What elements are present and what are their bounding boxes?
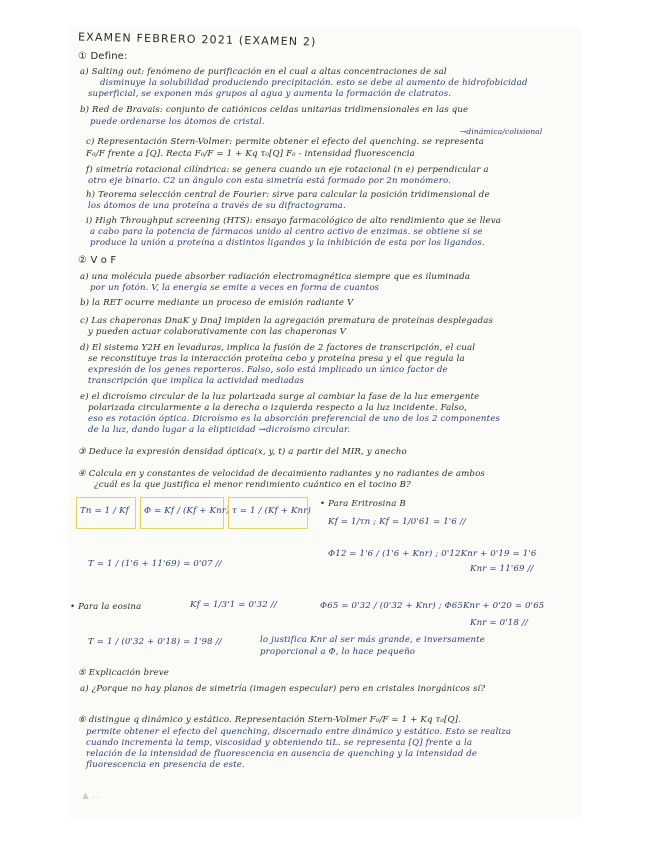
s2-d-line3: expresión de los genes reporteros. Falso, solo está implicado un único factor de <box>88 365 448 375</box>
formula-box-phi-text: Φ = Kf / (Kf + Knr) <box>144 506 230 516</box>
s1-c-line1: c) Representación Stern-Volmer: permite obtener el efecto del quenching. se representa <box>86 137 484 147</box>
s1-h-line1: h) Teorema selección central de Fourier: sirve para calcular la posición tridimensional de <box>86 190 490 200</box>
s2-e-line4: de la luz, dando lugar a la elipticidad →dicroísmo circular. <box>88 425 351 435</box>
section-6-line3: cuando incrementa la temp, viscosidad y obteniendo tiL. se representa [Q] frente a la <box>86 738 473 748</box>
justification-line1: lo justifica Knr al ser más grande, e inversamente <box>260 635 486 645</box>
s1-b-line1: b) Red de Bravais: conjunto de catiónicos celdas unitarias tridimensionales en las que <box>80 105 469 115</box>
s1-a-line3: superficial, se exponen más grupos al agua y aumenta la formación de clatratos. <box>88 89 452 99</box>
page-title: EXAMEN FEBRERO 2021 (EXAMEN 2) <box>77 30 317 49</box>
s1-b-note: →dinámica/colisional <box>460 127 543 136</box>
eritrosina-phi: Φ12 = 1'6 / (1'6 + Knr) ; 0'12Knr + 0'19 = 1'6 <box>328 549 537 559</box>
s2-e-line3: eso es rotación óptica. Dicroísmo es la absorción preferencial de uno de los 2 componentes <box>88 414 501 424</box>
s2-c-line2: y pueden actuar colaborativamente con las chaperonas V <box>88 327 347 337</box>
s1-i-line2: a cabo para la potencia de fármacos unido al centro activo de enzimas. se obtiene si se <box>90 227 483 237</box>
eritrosina-kf: Kf = 1/τn ; Kf = 1/0'61 = 1'6 // <box>328 517 466 527</box>
s2-a-line1: a) una molécula puede absorber radiación electromagnética siempre que es iluminada <box>80 272 471 282</box>
eritrosina-tau: T = 1 / (1'6 + 11'69) = 0'07 // <box>88 559 222 569</box>
formula-box-tn-text: Tn = 1 / Kf <box>80 506 130 516</box>
section-6-line4: relación de la intensidad de fluorescencia en ausencia de quenching y la intensidad de <box>86 749 478 759</box>
section-1-header: ① Define: <box>78 51 128 62</box>
s2-d-line1: d) El sistema Y2H en levaduras, implica la fusión de 2 factores de transcripción, el cual <box>80 343 476 353</box>
eosina-knr: Knr = 0'18 // <box>470 618 528 628</box>
section-5-header: ⑤ Explicación breve <box>78 668 169 678</box>
section-6-line1: ⑥ distingue q dinámico y estático. Representación Stern-Volmer F₀/F = 1 + Kq τ₀[Q]. <box>78 715 462 725</box>
s2-d-line4: transcripción que implica la actividad mediadas <box>88 376 305 386</box>
eosina-label: • Para la eosina <box>70 602 142 612</box>
s2-d-line2: se reconstituye tras la interacción proteína cebo y proteína presa y el que regula la <box>88 354 465 364</box>
section-6-line5: fluorescencia en presencia de este. <box>86 760 245 770</box>
s1-b-line2: puede ordenarse los átomos de cristal. <box>90 117 265 127</box>
s2-e-line2: polarizada circularmente a la derecha o izquierda respecto a la luz incidente. Falso, <box>88 403 468 413</box>
eosina-phi: Φ65 = 0'32 / (0'32 + Knr) ; Φ65Knr + 0'20 = 0'65 <box>320 601 545 611</box>
s2-b-line1: b) la RET ocurre mediante un proceso de emisión radiante V <box>80 298 354 308</box>
formula-box-tau-text: τ = 1 / (Kf + Knr) <box>232 506 311 516</box>
section-6-line2: permite obtener el efecto del quenching, discernado entre dinámico y estático. Esto se realiza <box>86 727 512 737</box>
s1-a-line1: a) Salting out: fenómeno de purificación en el cual a altas concentraciones de sal <box>80 67 447 77</box>
exam-page <box>70 27 580 817</box>
section-5-a: a) ¿Porque no hay planos de simetría (imagen especular) pero en cristales inorgánicos sí? <box>80 684 486 694</box>
s1-i-line3: produce la unión a proteína a distintos ligandos y la inhibición de esta por los ligandos. <box>90 238 485 248</box>
s2-c-line1: c) Las chaperonas DnaK y DnaJ impiden la agregación prematura de proteínas desplegadas <box>80 316 494 326</box>
s1-f-line1: f) simetría rotacional cilíndrica: se genera cuando un eje rotacional (n e) perpendicular a <box>86 165 489 175</box>
section-3-question: ③ Deduce la expresión densidad óptica(x, y, t) a partir del MIR, y anecho <box>78 447 407 457</box>
s2-a-line2: por un fotón. V, la energía se emite a veces en forma de cuantos <box>90 283 380 293</box>
eosina-tau: T = 1 / (0'32 + 0'18) = 1'98 // <box>88 637 222 647</box>
s1-h-line2: los átomos de una proteína a través de su difractograma. <box>88 201 346 211</box>
section-4-line2: ¿cuál es la que justifica el menor rendimiento cuántico en el tocino B? <box>94 480 411 490</box>
s1-i-line1: i) High Throughput screening (HTS): ensayo farmacológico de alto rendimiento que se lleva <box>86 216 502 226</box>
s1-c-line2: F₀/F frente a [Q]. Recta F₀/F = 1 + Kq τ₀[Q] F₀ - intensidad fluorescencia <box>86 149 415 159</box>
s1-a-line2: disminuye la solubilidad produciendo precipitación. esto se debe al aumento de hidrofobicidad <box>100 78 528 88</box>
s2-e-line1: e) el dicroísmo circular de la luz polarizada surge al cambiar la fase de la luz emergente <box>80 392 480 402</box>
eosina-kf: Kf = 1/3'1 = 0'32 // <box>190 600 277 610</box>
eritrosina-label: • Para Eritrosina B <box>320 499 406 509</box>
faint-footer-mark: ▲ ... <box>82 791 101 801</box>
eritrosina-knr: Knr = 11'69 // <box>470 564 534 574</box>
section-2-header: ② V o F <box>78 255 117 266</box>
section-4-line1: ④ Calcula en y constantes de velocidad de decaimiento radiantes y no radiantes de ambos <box>78 469 485 479</box>
justification-line2: proporcional a Φ, lo hace pequeño <box>260 647 416 657</box>
s1-f-line2: otro eje binario. C2 un ángulo con esta simetría está formado por 2n monómero. <box>88 176 452 186</box>
